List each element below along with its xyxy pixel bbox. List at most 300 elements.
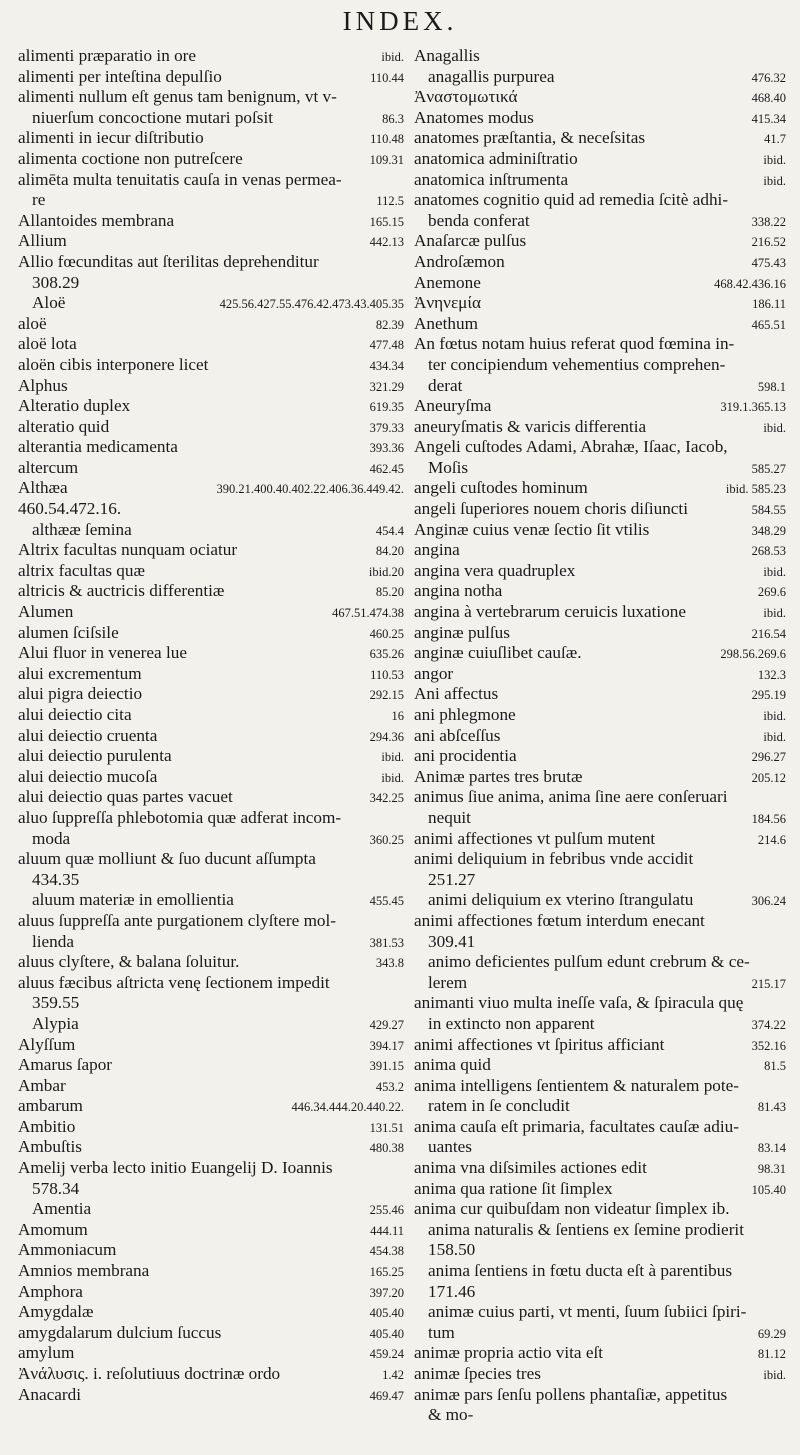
entry-reference: 81.12	[757, 1347, 786, 1362]
entry-reference: 454.4	[375, 523, 404, 538]
entry-reference: 69.29	[757, 1326, 786, 1341]
index-entry	[18, 211, 404, 232]
index-entry	[18, 684, 404, 705]
index-entry	[18, 417, 404, 438]
entry-reference: ibid.	[381, 50, 404, 64]
index-entry	[18, 149, 404, 170]
entry-term: altricis & auctricis differentiæ	[18, 581, 225, 601]
index-entry	[18, 705, 404, 726]
entry-term: anima vna diſsimiles actiones edit	[414, 1158, 647, 1178]
entry-reference: 468.40	[751, 91, 786, 106]
entry-term: animi affectiones vt pulſum mutent	[414, 828, 656, 848]
entry-reference: 81.43	[757, 1100, 786, 1115]
index-entry	[18, 499, 404, 520]
index-entry	[414, 581, 786, 602]
entry-reference: 343.8	[375, 956, 404, 971]
entry-reference: 415.34	[751, 111, 786, 126]
entry-term: alimēta multa tenuitatis cauſa in venas permea-	[18, 169, 342, 189]
entry-term: anima ſentiens in fœtu ducta eſt à parentibus	[428, 1261, 733, 1281]
index-entry	[414, 993, 786, 1014]
index-entry	[18, 1055, 404, 1076]
entry-reference: 429.27	[369, 1017, 404, 1032]
entry-term: alimenti in iecur diſtributio	[18, 128, 204, 148]
index-entry	[18, 890, 404, 911]
entry-reference: 319.1.365.13	[720, 400, 786, 415]
index-entry	[414, 726, 786, 747]
index-entry	[414, 128, 786, 149]
index-entry	[414, 870, 786, 891]
entry-term: anima cauſa eſt primaria, facultates cauſæ adiu-	[414, 1116, 739, 1136]
entry-reference: 425.56.427.55.476.42.473.43.405.35	[219, 297, 404, 312]
index-entry	[18, 46, 404, 67]
index-entry	[18, 1179, 404, 1200]
index-entry	[414, 376, 786, 397]
index-entry	[414, 890, 786, 911]
index-entry	[414, 1240, 786, 1261]
entry-term: Alypia	[32, 1013, 79, 1033]
index-entry	[18, 1282, 404, 1303]
index-entry	[414, 973, 786, 994]
index-entry	[414, 417, 786, 438]
index-entry	[414, 787, 786, 808]
index-entry	[414, 1014, 786, 1035]
index-entry	[414, 1323, 786, 1344]
entry-term: uantes	[428, 1137, 472, 1157]
entry-reference: 110.44	[370, 70, 404, 85]
index-entry	[414, 849, 786, 870]
entry-reference: 454.38	[369, 1244, 404, 1259]
entry-term: anatomica adminiſtratio	[414, 148, 578, 168]
entry-term: ani phlegmone	[414, 705, 516, 724]
index-entry	[18, 355, 404, 376]
entry-reference: 459.24	[369, 1347, 404, 1362]
index-entry	[414, 1117, 786, 1138]
index-entry	[414, 705, 786, 726]
index-entry	[414, 664, 786, 685]
index-entry	[414, 67, 786, 88]
index-entry	[414, 1179, 786, 1200]
entry-term: anatomica inſtrumenta	[414, 169, 569, 189]
index-entry	[414, 46, 786, 67]
entry-reference: ibid.	[381, 770, 404, 785]
index-entry	[414, 252, 786, 273]
entry-term: angeli ſuperiores nouem choris diſiuncti	[414, 499, 688, 519]
entry-term: animi deliquium in febribus vnde accidit	[414, 849, 694, 869]
entry-term: animæ pars ſenſu pollens phantaſiæ, appetitus	[414, 1384, 728, 1404]
index-entry	[18, 561, 404, 582]
entry-reference: ibid.20	[368, 564, 404, 579]
index-entry	[414, 190, 786, 211]
entry-reference: 468.42.436.16	[714, 276, 786, 291]
index-entry	[18, 993, 404, 1014]
entry-term: alui deiectio cruenta	[18, 725, 158, 745]
entry-reference: ibid. 585.23	[725, 482, 786, 497]
entry-term: Anagallis	[414, 46, 480, 65]
entry-reference: 184.56	[751, 811, 786, 826]
entry-term: alimenti nullum eſt genus tam benignum, vt v-	[18, 87, 337, 107]
entry-term: amylum	[18, 1343, 75, 1363]
entry-reference: 131.51	[369, 1120, 404, 1135]
entry-term: Altrix facultas nunquam ociatur	[18, 540, 238, 560]
entry-term: in extincto non apparent	[428, 1013, 595, 1033]
index-entry	[18, 1199, 404, 1220]
entry-reference: 394.17	[369, 1038, 404, 1053]
index-entry	[18, 808, 404, 829]
entry-term: angina à vertebrarum ceruicis luxatione	[414, 602, 687, 622]
entry-term: Anethum	[414, 313, 478, 333]
entry-term: angina notha	[414, 581, 503, 601]
index-entry	[18, 952, 404, 973]
entry-reference: 462.45	[369, 461, 404, 476]
index-entry	[18, 1220, 404, 1241]
entry-reference: 446.34.444.20.440.22.	[291, 1100, 404, 1115]
entry-term: ani abſceſſus	[414, 725, 501, 745]
entry-term: Amnios membrana	[18, 1261, 150, 1281]
entry-term: 359.55	[32, 993, 80, 1013]
index-entry	[18, 458, 404, 479]
index-entry	[18, 520, 404, 541]
entry-reference: 306.24	[751, 894, 786, 909]
entry-term: animo deficientes pulſum edunt crebrum & ce-	[428, 952, 750, 972]
entry-reference: ibid.	[763, 173, 786, 188]
entry-term: alui pigra deiectio	[18, 684, 143, 704]
index-entry	[414, 396, 786, 417]
index-entry	[18, 437, 404, 458]
entry-term: aloën cibis interponere licet	[18, 354, 209, 374]
index-entry	[18, 190, 404, 211]
entry-term: lerem	[428, 972, 468, 992]
entry-reference: 216.52	[751, 235, 786, 250]
index-entry	[414, 1137, 786, 1158]
index-entry	[18, 314, 404, 335]
entry-term: angina	[414, 540, 460, 560]
entry-term: alui excrementum	[18, 663, 142, 683]
entry-reference: 477.48	[369, 338, 404, 353]
entry-term: animus ſiue anima, anima ſine aere conſeruari	[414, 787, 728, 807]
entry-term: animæ ſpecies tres	[414, 1364, 541, 1383]
entry-term: Angeli cuſtodes Adami, Abrahæ, Iſaac, Iacob,	[414, 437, 728, 457]
entry-term: animi deliquium ex vterino ſtrangulatu	[428, 890, 694, 910]
entry-term: tum	[428, 1322, 455, 1342]
index-entry	[18, 170, 404, 191]
index-entry	[414, 293, 786, 314]
entry-term: Amomum	[18, 1219, 88, 1239]
entry-term: anima quid	[414, 1055, 491, 1075]
entry-term: anginæ pulſus	[414, 622, 510, 642]
entry-term: Allantoides membrana	[18, 210, 175, 230]
entry-term: ambarum	[18, 1096, 83, 1116]
entry-reference: 360.25	[369, 832, 404, 847]
entry-term: Amphora	[18, 1281, 83, 1301]
entry-reference: 453.2	[375, 1079, 404, 1094]
entry-reference: ibid.	[763, 152, 786, 167]
entry-term: alui deiectio cita	[18, 705, 132, 724]
entry-term: althææ ſemina	[32, 519, 132, 539]
entry-term: Allio fœcunditas aut ſterilitas deprehenditur	[18, 251, 319, 271]
index-entry	[414, 684, 786, 705]
index-entry	[414, 314, 786, 335]
entry-reference: 475.43	[751, 255, 786, 270]
index-entry	[18, 376, 404, 397]
entry-term: Ambar	[18, 1075, 66, 1095]
entry-term: ter concipiendum vehementius comprehen-	[428, 354, 726, 374]
index-entry	[414, 1261, 786, 1282]
index-entry	[414, 911, 786, 932]
index-entry	[18, 128, 404, 149]
entry-reference: 342.25	[369, 791, 404, 806]
entry-reference: 214.6	[757, 832, 786, 847]
index-entry	[18, 1261, 404, 1282]
index-entry	[414, 149, 786, 170]
entry-term: niuerſum concoctione mutari poſsit	[32, 107, 274, 127]
entry-term: Alui fluor in venerea lue	[18, 643, 187, 663]
entry-term: aloë lota	[18, 334, 77, 354]
index-entry	[18, 1035, 404, 1056]
entry-term: Androſæmon	[414, 251, 505, 271]
index-entry	[414, 1364, 786, 1385]
entry-term: alumen ſciſsile	[18, 622, 119, 642]
entry-reference: 292.15	[369, 688, 404, 703]
entry-reference: 348.29	[751, 523, 786, 538]
entry-term: alteratio quid	[18, 416, 110, 436]
entry-reference: 85.20	[375, 585, 404, 600]
entry-term: 308.29	[32, 272, 80, 292]
entry-term: Anginæ cuius venæ ſectio ſit vtilis	[414, 519, 650, 539]
entry-reference: 405.40	[369, 1326, 404, 1341]
index-entry	[414, 458, 786, 479]
entry-reference: 83.14	[757, 1141, 786, 1156]
entry-term: re	[32, 190, 46, 210]
entry-reference: 460.25	[369, 626, 404, 641]
entry-reference: 132.3	[757, 667, 786, 682]
index-entry	[18, 231, 404, 252]
entry-reference: ibid.	[763, 709, 786, 723]
index-entry	[414, 1158, 786, 1179]
index-entry	[414, 355, 786, 376]
entry-reference: 109.31	[369, 152, 404, 167]
entry-reference: ibid.	[763, 729, 786, 744]
index-entry	[414, 829, 786, 850]
entry-term: anima intelligens ſentientem & naturalem pote-	[414, 1075, 740, 1095]
index-entry	[18, 396, 404, 417]
entry-term: Ammoniacum	[18, 1240, 117, 1260]
entry-reference: 584.55	[751, 503, 786, 518]
index-entry	[18, 1385, 404, 1406]
entry-term: & mo-	[428, 1405, 474, 1425]
entry-reference: ibid.	[763, 420, 786, 435]
entry-term: animi affectiones vt ſpiritus afficiant	[414, 1034, 665, 1054]
entry-term: lienda	[32, 931, 74, 951]
index-entry	[414, 767, 786, 788]
page-title: INDEX.	[342, 6, 458, 36]
entry-term: animanti viuo multa ineſſe vaſa, & ſpiracula quę	[414, 993, 744, 1013]
entry-term: moda	[32, 828, 71, 848]
entry-term: Ἀνηνεμία	[414, 293, 482, 313]
entry-term: ani procidentia	[414, 746, 517, 766]
index-entry	[414, 1385, 786, 1406]
index-entry	[18, 581, 404, 602]
index-entry	[414, 1343, 786, 1364]
entry-reference: 298.56.269.6	[720, 647, 786, 662]
entry-term: angeli cuſtodes hominum	[414, 478, 588, 498]
entry-term: aluum materiæ in emollientia	[32, 890, 234, 910]
entry-term: aluus ſuppreſſa ante purgationem clyſtere mol-	[18, 910, 337, 930]
entry-reference: 255.46	[369, 1203, 404, 1218]
entry-term: Animæ partes tres brutæ	[414, 766, 583, 786]
entry-term: aluo ſuppreſſa phlebotomia quæ adferat incom-	[18, 807, 342, 827]
entry-reference: ibid.	[381, 750, 404, 765]
index-entry	[18, 1014, 404, 1035]
index-entry	[18, 1096, 404, 1117]
entry-reference: 635.26	[369, 647, 404, 662]
index-entry	[414, 334, 786, 355]
index-entry	[414, 1405, 786, 1426]
entry-term: altercum	[18, 457, 79, 477]
entry-reference: 98.31	[757, 1162, 786, 1177]
entry-reference: 165.15	[369, 214, 404, 229]
entry-term: Anacardi	[18, 1384, 81, 1404]
entry-term: 578.34	[32, 1178, 80, 1198]
index-entry	[18, 602, 404, 623]
index-entry	[18, 1240, 404, 1261]
entry-reference: 165.25	[369, 1265, 404, 1280]
entry-term: angina vera quadruplex	[414, 560, 576, 580]
entry-term: anima cur quibuſdam non videatur ſimplex ib.	[414, 1199, 730, 1219]
entry-reference: ibid.	[763, 564, 786, 579]
index-entry	[18, 973, 404, 994]
index-entry	[18, 1137, 404, 1158]
entry-term: Alumen	[18, 602, 74, 622]
entry-reference: 391.15	[369, 1059, 404, 1074]
index-entry	[18, 1158, 404, 1179]
index-entry	[414, 437, 786, 458]
entry-term: altrix facultas quæ	[18, 560, 145, 580]
entry-term: Ἀναστομωτικά	[414, 87, 518, 107]
entry-term: alimenti per inteſtina depulſio	[18, 66, 222, 86]
entry-term: alui deiectio quas partes vacuet	[18, 787, 233, 807]
index-entry	[414, 746, 786, 767]
entry-reference: 390.21.400.40.402.22.406.36.449.42.	[216, 482, 404, 497]
index-entry	[18, 334, 404, 355]
index-entry	[18, 478, 404, 499]
index-entry	[18, 829, 404, 850]
index-entry	[18, 108, 404, 129]
entry-reference: 619.35	[369, 400, 404, 415]
index-entry	[414, 273, 786, 294]
entry-term: anatomes cognitio quid ad remedia ſcitè adhi-	[414, 190, 729, 210]
entry-term: Aloë	[32, 293, 66, 313]
index-entry	[414, 623, 786, 644]
entry-term: anagallis purpurea	[428, 66, 555, 86]
entry-term: animi affectiones fœtum interdum enecant	[414, 910, 705, 930]
entry-reference: 269.6	[757, 585, 786, 600]
entry-term: Ambitio	[18, 1116, 76, 1136]
index-entry	[18, 1323, 404, 1344]
right-column	[414, 46, 786, 1426]
entry-reference: 112.5	[376, 194, 404, 209]
left-column	[18, 46, 404, 1405]
index-entry	[18, 870, 404, 891]
entry-term: 158.50	[428, 1240, 476, 1260]
index-entry	[18, 67, 404, 88]
entry-term: Amelij verba lecto initio Euangelij D. Ioannis	[18, 1158, 333, 1178]
index-entry	[18, 87, 404, 108]
entry-reference: 381.53	[369, 935, 404, 950]
index-entry	[18, 252, 404, 273]
entry-reference: 110.48	[370, 132, 404, 147]
entry-term: Amentia	[32, 1199, 92, 1219]
entry-term: Amarus ſapor	[18, 1055, 113, 1075]
index-entry	[18, 932, 404, 953]
entry-reference: 374.22	[751, 1017, 786, 1032]
entry-term: Amygdalæ	[18, 1302, 94, 1322]
entry-term: angor	[414, 663, 454, 683]
entry-reference: 110.53	[370, 667, 404, 682]
entry-term: alui deiectio mucoſa	[18, 766, 158, 786]
entry-reference: 186.11	[752, 297, 786, 312]
entry-term: Alphus	[18, 375, 68, 395]
index-entry	[18, 643, 404, 664]
entry-term: alterantia medicamenta	[18, 437, 178, 457]
entry-term: Anaſarcæ pulſus	[414, 231, 527, 251]
index-entry	[18, 623, 404, 644]
entry-term: Anemone	[414, 272, 481, 292]
index-entry	[18, 293, 404, 314]
index-entry	[18, 787, 404, 808]
entry-term: Anatomes modus	[414, 107, 534, 127]
index-entry	[414, 952, 786, 973]
entry-reference: 480.38	[369, 1141, 404, 1156]
index-entry	[18, 540, 404, 561]
index-entry	[414, 108, 786, 129]
index-entry	[18, 746, 404, 767]
entry-reference: 393.36	[369, 441, 404, 456]
entry-term: amygdalarum dulcium ſuccus	[18, 1322, 222, 1342]
entry-term: Alteratio duplex	[18, 396, 131, 416]
entry-reference: 379.33	[369, 420, 404, 435]
entry-reference: 268.53	[751, 544, 786, 559]
index-entry	[18, 849, 404, 870]
index-entry	[414, 643, 786, 664]
entry-term: 460.54.472.16.	[18, 499, 122, 519]
entry-term: Ἀνάλυσις. i. reſolutiuus doctrinæ ordo	[18, 1364, 281, 1383]
index-entry	[18, 767, 404, 788]
entry-term: Allium	[18, 231, 67, 251]
entry-term: nequit	[428, 807, 471, 827]
entry-reference: 105.40	[751, 1182, 786, 1197]
entry-term: anima naturalis & ſentiens ex ſemine prodierit	[428, 1219, 744, 1239]
entry-term: anima qua ratione ſit ſimplex	[414, 1178, 613, 1198]
index-entry	[414, 87, 786, 108]
entry-reference: 467.51.474.38	[332, 606, 404, 621]
entry-term: derat	[428, 375, 463, 395]
index-entry	[414, 808, 786, 829]
index-entry	[18, 1117, 404, 1138]
entry-reference: 215.17	[751, 976, 786, 991]
entry-reference: 352.16	[751, 1038, 786, 1053]
index-entry	[414, 1035, 786, 1056]
entry-reference: 585.27	[751, 461, 786, 476]
entry-reference: 338.22	[751, 214, 786, 229]
index-entry	[414, 540, 786, 561]
entry-term: animæ propria actio vita eſt	[414, 1343, 604, 1363]
entry-reference: 86.3	[382, 111, 404, 126]
entry-term: Ani affectus	[414, 684, 499, 704]
entry-term: Moſis	[428, 457, 469, 477]
index-entry	[18, 1364, 404, 1385]
entry-reference: 465.51	[751, 317, 786, 332]
entry-reference: 444.11	[370, 1223, 404, 1238]
